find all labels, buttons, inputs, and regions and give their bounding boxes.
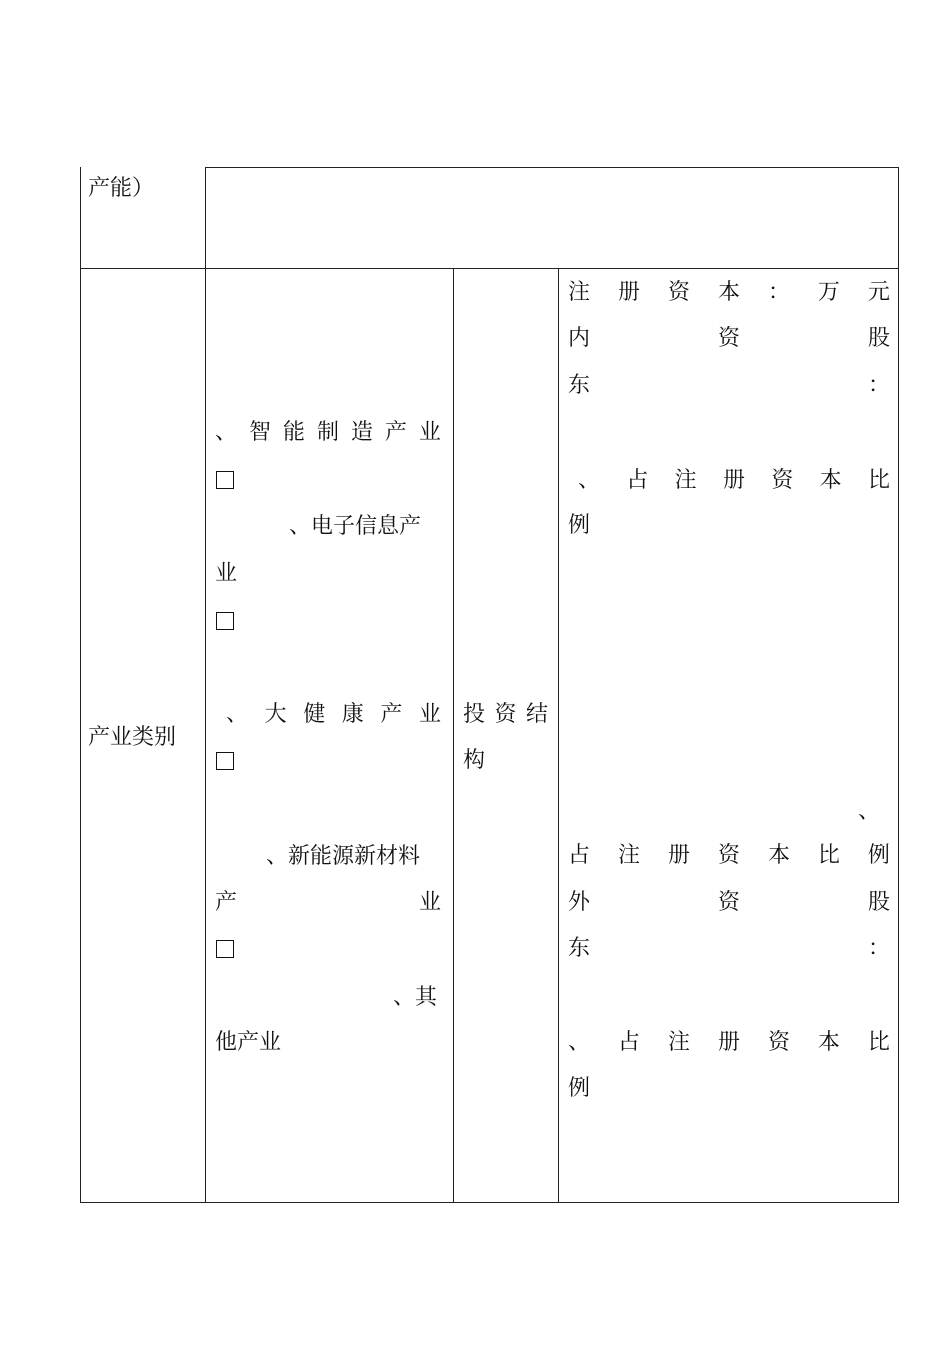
checkbox-smart-manufacturing[interactable] [216, 471, 234, 489]
option-new-energy-line1: 、新能源新材料 [266, 844, 421, 869]
industry-category-label: 产业类别 [88, 725, 177, 750]
foreign-ratio2-line: 、 占 注 册 资 本 比 [568, 1030, 890, 1055]
foreign-shareholder-line2-right: ： [868, 936, 891, 961]
table-border-right [898, 167, 899, 1203]
foreign-ratio2-end: 例 [568, 1076, 591, 1101]
domestic-ratio-end: 例 [568, 513, 591, 538]
foreign-shareholder-line2-left: 东 [568, 936, 591, 961]
option-other-line1: 、其 [393, 985, 438, 1010]
foreign-ratio-line: 占 注 册 资 本 比 例 [568, 843, 890, 868]
domestic-shareholder-line2-right: ： [868, 373, 891, 398]
investment-structure-label-line1: 投 资 结 [463, 702, 548, 727]
table-border-bottom [80, 1202, 899, 1203]
table-border-left [80, 167, 81, 1203]
option-health-industry: 、 大 健 康 产 业 [226, 702, 441, 727]
foreign-shareholder-line1: 外 资 股 [568, 890, 890, 915]
domestic-shareholder-line1: 内 资 股 [568, 326, 890, 351]
checkbox-electronic-info[interactable] [216, 612, 234, 630]
option-new-energy-line2-right: 业 [419, 890, 442, 915]
table-divider-row [80, 268, 899, 269]
option-other-line2: 他产业 [215, 1030, 282, 1055]
option-new-energy-line2-left: 产 [215, 890, 238, 915]
checkbox-health-industry[interactable] [216, 752, 234, 770]
option-electronic-info-line1: 、电子信息产 [289, 514, 422, 539]
option-electronic-info-line2: 业 [215, 561, 238, 586]
table-col-divider-2 [453, 268, 454, 1203]
domestic-shareholder-line2-left: 东 [568, 373, 591, 398]
registered-capital-line: 注 册 资 本 ： 万 元 [568, 280, 890, 305]
option-smart-manufacturing: 、 智 能 制 造 产 业 [215, 420, 441, 445]
comma-mark: 、 [858, 799, 881, 824]
table-col-divider-1 [205, 167, 206, 1203]
domestic-ratio-line: 、 占 注 册 资 本 比 [578, 468, 890, 493]
checkbox-new-energy[interactable] [216, 940, 234, 958]
investment-structure-label-line2: 构 [463, 748, 486, 773]
capacity-value-cell[interactable] [210, 172, 894, 264]
table-col-divider-3 [558, 268, 559, 1203]
capacity-label: 产能） [88, 176, 155, 201]
table-border-top-partial [205, 167, 899, 168]
